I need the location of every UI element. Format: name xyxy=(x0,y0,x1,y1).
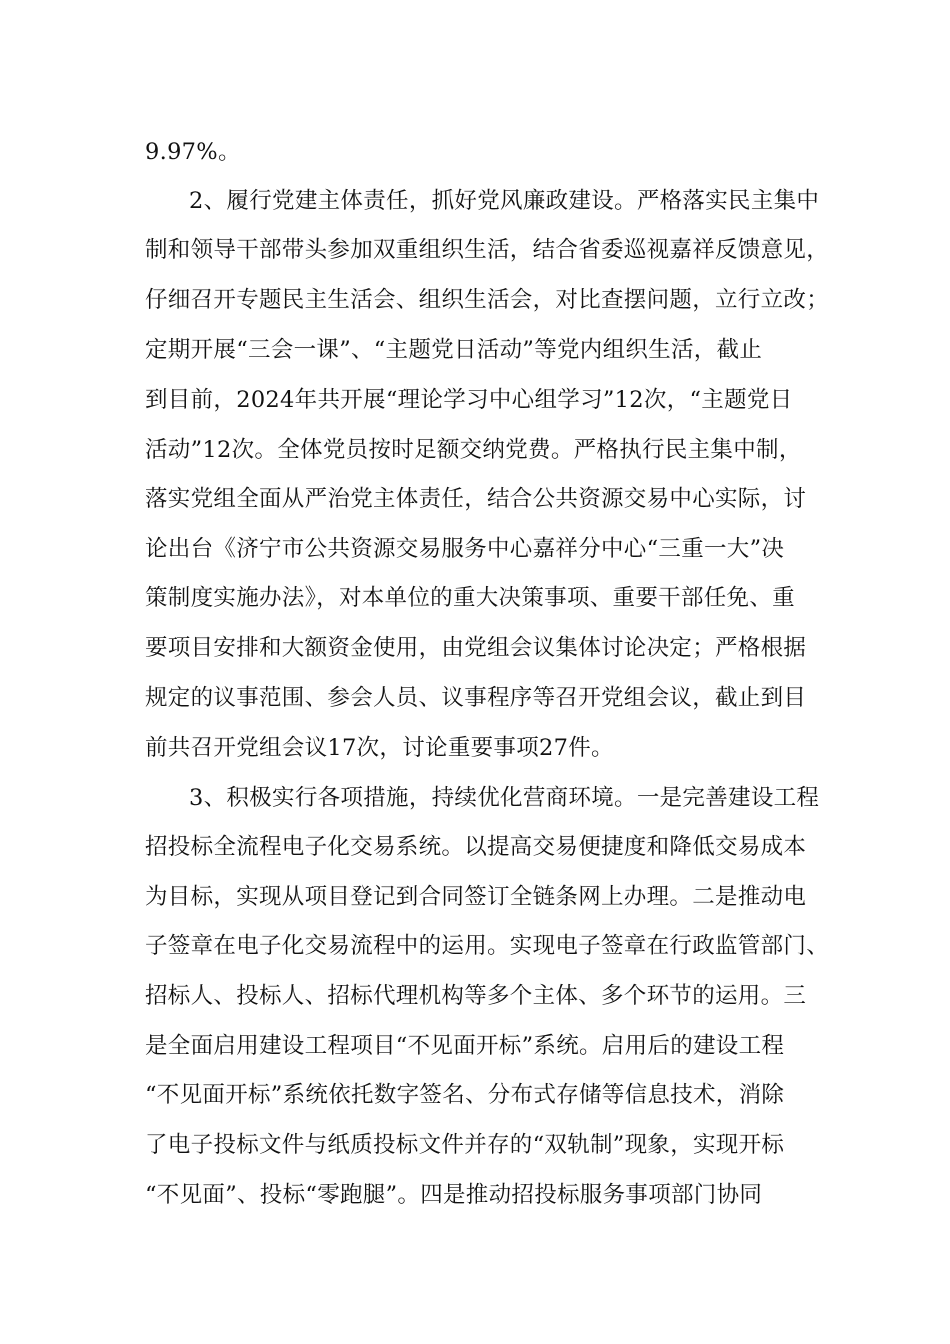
paragraph-2-line-8: 论出台《济宁市公共资源交易服务中心嘉祥分中心“三重一大”决 xyxy=(145,536,785,562)
paragraph-3-line-5: 招标人、投标人、招标代理机构等多个主体、多个环节的运用。三 xyxy=(145,983,807,1009)
paragraph-3-line-1: 3、积极实行各项措施，持续优化营商环境。一是完善建设工程 xyxy=(189,785,820,811)
paragraph-2-line-9: 策制度实施办法》，对本单位的重大决策事项、重要干部任免、重 xyxy=(145,585,795,611)
paragraph-3-line-6: 是全面启用建设工程项目“不见面开标”系统。启用后的建设工程 xyxy=(145,1033,785,1059)
paragraph-3-line-8: 了电子投标文件与纸质投标文件并存的“双轨制”现象，实现开标 xyxy=(145,1132,785,1158)
paragraph-2-line-1: 2、履行党建主体责任，抓好党风廉政建设。严格落实民主集中 xyxy=(189,188,820,214)
paragraph-3-line-3: 为目标，实现从项目登记到合同签订全链条网上办理。二是推动电 xyxy=(145,884,807,910)
paragraph-2-line-12: 前共召开党组会议17次，讨论重要事项27件。 xyxy=(145,735,614,761)
paragraph-2-line-6: 活动”12次。全体党员按时足额交纳党费。严格执行民主集中制， xyxy=(145,437,802,463)
paragraph-2-line-4: 定期开展“三会一课”、“主题党日活动”等党内组织生活，截止 xyxy=(145,337,763,363)
paragraph-3-line-7: “不见面开标”系统依托数字签名、分布式存储等信息技术，消除 xyxy=(145,1082,785,1108)
paragraph-2-line-5: 到目前，2024年共开展“理论学习中心组学习”12次，“主题党日 xyxy=(145,387,793,413)
paragraph-2-line-10: 要项目安排和大额资金使用，由党组会议集体讨论决定；严格根据 xyxy=(145,635,807,661)
text-line-1: 9.97%。 xyxy=(145,139,241,165)
paragraph-3-line-4: 子签章在电子化交易流程中的运用。实现电子签章在行政监管部门、 xyxy=(145,933,830,959)
paragraph-2-line-7: 落实党组全面从严治党主体责任，结合公共资源交易中心实际，讨 xyxy=(145,486,807,512)
paragraph-2-line-2: 制和领导干部带头参加双重组织生活，结合省委巡视嘉祥反馈意见， xyxy=(145,237,830,263)
paragraph-3-line-9: “不见面”、投标“零跑腿”。四是推动招投标服务事项部门协同 xyxy=(145,1182,763,1208)
paragraph-2-line-3: 仔细召开专题民主生活会、组织生活会，对比查摆问题，立行立改； xyxy=(145,287,830,313)
paragraph-3-line-2: 招投标全流程电子化交易系统。以提高交易便捷度和降低交易成本 xyxy=(145,834,807,860)
paragraph-2-line-11: 规定的议事范围、参会人员、议事程序等召开党组会议，截止到目 xyxy=(145,685,807,711)
